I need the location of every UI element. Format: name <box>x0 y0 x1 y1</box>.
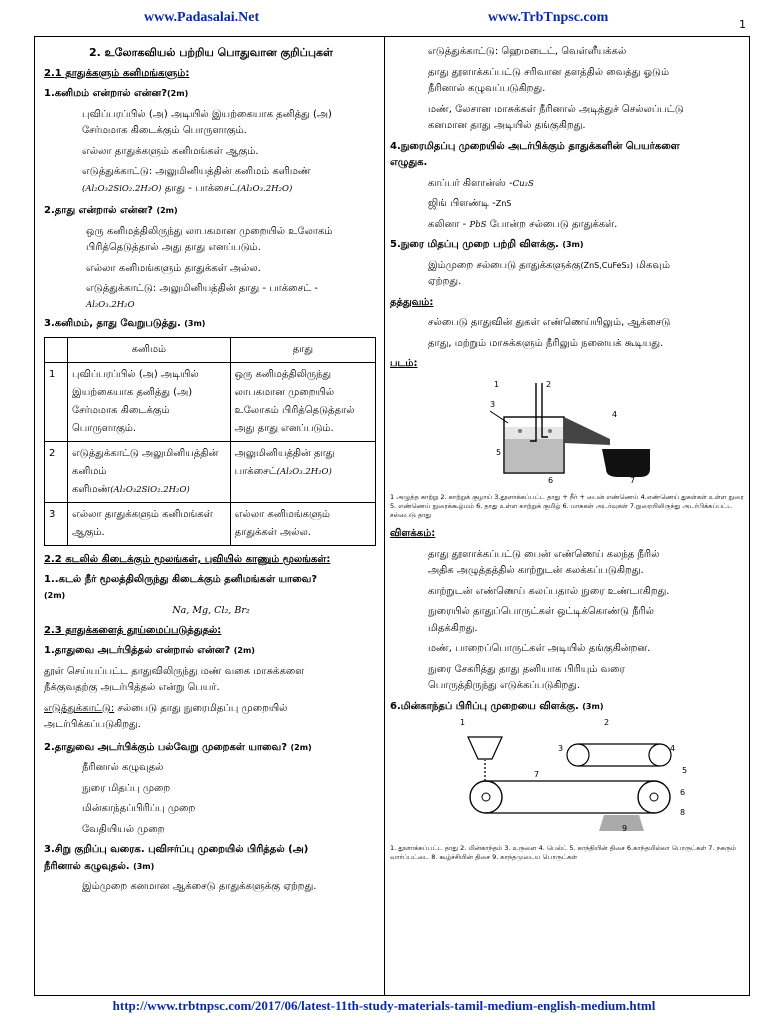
q2-line-3: எல்லா கனிமங்களும் தாதுக்கள் அல்ல. <box>86 262 261 274</box>
fig2-num: 3 <box>558 744 564 754</box>
table-header-mineral: கனிமம் <box>68 337 231 362</box>
table-row <box>45 362 376 441</box>
q9-line-1: இம்முறை சல்பைடு தாதுக்களுக்கு <box>428 259 581 271</box>
list-item: வேதியியல் முறை <box>82 823 165 835</box>
table-cell-mineral: எல்லா தாதுக்களும் கனிமங்கள் ஆகும். <box>68 502 231 545</box>
list-item: மின்காந்தப்பிரிப்பு முறை <box>82 803 196 815</box>
table-cell-ore-text: அலுமினியத்தின் தாது பாக்சைட் <box>234 447 335 477</box>
section-2-3-title: 2.3 தாதுக்களைத் தூய்மைப்படுத்துதல்: <box>44 624 222 636</box>
table-cell-mineral <box>68 441 231 502</box>
ex-line-8: பொருத்திருந்து எடுக்கப்படுகிறது. <box>428 680 581 692</box>
right-column <box>390 46 746 862</box>
r-line-5: கனமான தாது அடியில் தங்குகிறது. <box>428 120 586 131</box>
q9-heading: 5.நுரை மிதப்பு முறை பற்றி விளக்கு. <box>390 239 559 250</box>
q4-marks: (2m) <box>44 590 66 600</box>
principle-label: தத்துவம்: <box>390 296 434 308</box>
q2-line-1: ஒரு கனிமத்திலிருந்து லாபகமான முறையில் உலோகம் <box>86 225 333 237</box>
table-cell-mineral: புவிப்பரப்பில் (அ) அடியில் இயற்கையாக தனித்து (அ) சேர்மமாக கிடைக்கும் பொருளாகும். <box>68 362 231 441</box>
r-line-3: நீரினால் கழுவப்படுகிறது. <box>428 83 546 94</box>
table-cell-num: 3 <box>45 502 68 545</box>
q2-formula: Al₂O₃.2H₂O <box>86 299 135 310</box>
list-item: நீரினால் கழுவுதல் <box>82 762 164 774</box>
fig2-num: 2 <box>604 718 610 728</box>
fig1-num: 1 <box>494 379 500 389</box>
magnetic-separation-diagram <box>454 715 694 833</box>
q9-line-1-end: மிகவும் <box>636 259 670 271</box>
ex-line-6: மண், பாறைப்பொருட்கள் அடியில் தங்குகின்றன. <box>428 643 651 655</box>
q5-heading: 1.தாதுவை அடர்பித்தல் என்றால் என்ன? <box>44 645 231 657</box>
fig2-num: 9 <box>622 824 628 834</box>
q5-line-4: அடர்பிக்கப்படுகிறது. <box>44 719 141 731</box>
header-site-right[interactable]: www.TrbTnpsc.com <box>488 10 609 25</box>
table-cell-mineral-text: எடுத்துக்காட்டு அலுமினியத்தின் கனிமம் களிமண் <box>72 447 219 495</box>
ex-line-5: மிதக்கிறது. <box>428 622 478 634</box>
table-row <box>45 502 376 545</box>
table-header-ore: தாது <box>230 337 375 362</box>
q7-marks: (3m) <box>133 861 155 871</box>
q2-line-4: எடுத்துக்காட்டு: அலுமினியத்தின் தாது - பாக்சைட் - <box>86 283 318 295</box>
q1-formula-1: (Al₂O₃2SiO₂.2H₂O) <box>82 183 162 194</box>
q7-heading-line-2: நீரினால் கழுவுதல். <box>44 860 130 872</box>
q7-heading: 3.சிறு குறிப்பு வரைக. புவிஈர்ப்பு முறையில் பிரித்தல் (அ) <box>44 844 309 856</box>
list-item: ஜிங் பிளண்டி - <box>428 198 496 209</box>
q8-formula-3: PbS <box>469 219 487 230</box>
list-item: காப்பர் கிளான்ஸ் - <box>428 177 513 189</box>
fig2-num: 5 <box>682 766 688 776</box>
fig2-num: 6 <box>680 788 686 798</box>
fig1-num: 5 <box>496 447 502 457</box>
q5-line-1: தூள் செய்யப்பட்ட தாதுவிலிருந்து மண் வகை மாசுக்களை <box>44 665 305 677</box>
ex-line-7: நுரை சேகரித்து தாது தனியாக பிரியும் வரை <box>428 663 625 675</box>
froth-flotation-diagram <box>490 377 660 483</box>
q1-line-1: புவிப்பரப்பில் (அ) அடியில் இயற்கையாக தனித்து (அ) <box>82 108 332 120</box>
q2-marks: (2m) <box>156 206 178 216</box>
table-cell-num: 2 <box>45 441 68 502</box>
ex-line-3: காற்றுடன் எண்ணெய் கலப்பதால் நுரை உண்டாகிறது. <box>428 585 670 597</box>
section-2-2-title: 2.2 கடலில் கிடைக்கும் மூலங்கள், புவியில் காணும் மூலங்கள்: <box>44 553 331 565</box>
q8-heading: 4.நுரைமிதப்பு முறையில் அடர்பிக்கும் தாதுக்களின் பெயர்களை <box>390 140 680 152</box>
q1-line-4: எடுத்துக்காட்டு: அலுமினியத்தின் கனிமம் களிமண் <box>82 166 311 178</box>
ex-line-1: தாது தூளாக்கப்பட்டு பைன் எண்ணெய் கலந்த நீரில் <box>428 548 660 560</box>
q1-line-2: சேர்மமாக கிடைக்கும் பொருளாகும். <box>82 125 247 137</box>
table-cell-ore-formula: (Al₂O₃.2H₂O) <box>276 466 332 477</box>
fig2-num: 8 <box>680 808 686 818</box>
q6-heading: 2.தாதுவை அடர்பிக்கும் பல்வேறு முறைகள் யாவை? <box>44 741 288 753</box>
q3-marks: (3m) <box>184 319 206 329</box>
q1-formula-2: (Al₂O₃.2H₂O) <box>237 183 293 194</box>
column-divider <box>384 36 385 996</box>
section-2-1-title: 2.1 தாதுக்களும் கனிமங்களும்: <box>44 67 190 79</box>
table-row <box>45 441 376 502</box>
q3-heading: 3.கனிமம், தாது வேறுபடுத்து. <box>44 318 181 330</box>
q10-heading: 6.மின்காந்தப் பிரிப்பு முறையை விளக்கு. <box>390 700 579 712</box>
principle-line-2: தாது, மற்றும் மாசுக்களும் நீரிலும் நனையக் கூடியது. <box>428 337 664 349</box>
q5-marks: (2m) <box>233 646 255 656</box>
q1-marks: (2m) <box>167 89 189 99</box>
chapter-title: 2. உலோகவியல் பற்றிய பொதுவான குறிப்புகள் <box>89 46 333 59</box>
q6-marks: (2m) <box>290 742 312 752</box>
q5-line-2: நீக்குவதற்கு அடர்பித்தல் என்று பெயர். <box>44 682 220 694</box>
q1-line-3: எல்லா தாதுக்களும் கனிமங்கள் ஆகும். <box>82 145 259 157</box>
fig2-num: 1 <box>460 718 466 728</box>
q8-heading-line-2: எழுதுக. <box>390 157 428 168</box>
q8-formula-2: ZnS <box>495 199 512 208</box>
q10-marks: (3m) <box>582 701 604 711</box>
q5-example-label: எடுத்துக்காட்டு: <box>44 702 115 714</box>
fig1-num: 7 <box>630 475 636 483</box>
q1-line-5: தாது - பாக்சைட் <box>164 182 238 194</box>
q9-line-2: ஏற்றது. <box>428 276 462 287</box>
list-item: கலினா - <box>428 218 467 230</box>
q1-heading: 1.கனிமம் என்றால் என்ன? <box>44 88 168 100</box>
table-header-blank <box>45 337 68 362</box>
r-line-4: மண், லேசான மாசுக்கள் நீரினால் அடித்துச் செல்லப்பட்டு <box>428 103 684 115</box>
q2-heading: 2.தாது என்றால் என்ன? <box>44 205 153 217</box>
r-line-2: தாது தூளாக்கப்பட்டு சரிவான தளத்தில் வைத்து ஓடும் <box>428 66 670 78</box>
froth-flotation-figure <box>390 377 746 488</box>
fig1-num: 2 <box>546 379 552 389</box>
table-header-row <box>45 337 376 362</box>
fig1-num: 6 <box>548 475 554 483</box>
principle-line-1: சல்பைடு தாதுவின் துகள் எண்ணெய்யிலும், ஆக்சைடு <box>428 317 671 328</box>
q5-line-3: சல்பைடு தாது நுரைமிதப்பு முறையில் <box>117 702 288 714</box>
list-item: நுரை மிதப்பு முறை <box>82 782 171 794</box>
comparison-table <box>44 337 376 546</box>
footer-link[interactable]: http://www.trbtnpsc.com/2017/06/latest-11th-study-materials-tamil-medium-english-medium.html <box>112 998 656 1013</box>
magnetic-separation-figure <box>390 715 746 838</box>
r-line-1: எடுத்துக்காட்டு: ஹெமடைட், வெள்ளீயக்கல் <box>428 46 627 57</box>
fig2-num: 7 <box>534 770 540 780</box>
table-cell-ore <box>230 441 375 502</box>
q4-heading: 1..கடல் நீர் மூலத்திலிருந்து கிடைக்கும் தனிமங்கள் யாவை? <box>44 574 318 586</box>
table-cell-mineral-formula: (Al₂O₃2SiO₂.2H₂O) <box>110 484 190 495</box>
q8-formula-1: Cu₂S <box>512 178 534 189</box>
q4-formula: Na, Mg, Cl₂, Br₂ <box>172 604 250 616</box>
table-cell-ore: எல்லா கனிமங்களும் தாதுக்கள் அல்ல. <box>230 502 375 545</box>
explanation-label: விளக்கம்: <box>390 528 436 540</box>
fig2-caption: 1. தூளாக்கப்பட்ட தாது 2. மின்காந்தம் 3. உருளை 4. பெல்ட் 5. காந்தியின் திசை 6.காந்தமில்லா பொருட்கள் 7. நகரும் வார்ப்பட்டை 8. கூழ்ச்சியின் திசை 9. காந்தமுடைய பொருட்கள் <box>390 843 737 861</box>
q8-item-3-end: போன்ற சல்பைடு தாதுக்கள். <box>489 218 618 230</box>
q9-marks: (3m) <box>562 240 584 249</box>
header-site-left[interactable]: www.Padasalai.Net <box>144 10 260 25</box>
ex-line-2: அதிக அழுத்தத்தில் காற்றுடன் கலக்கப்படுகிறது. <box>428 565 644 577</box>
fig1-num: 4 <box>612 409 618 419</box>
ex-line-4: நுரையில் தாதுப்பொருட்கள் ஒட்டிக்கொண்டு நீரில் <box>428 606 654 618</box>
q2-line-2: பிரித்தெடுத்தால் அது தாது எனப்படும். <box>86 242 261 254</box>
fig2-num: 4 <box>670 744 676 754</box>
fig1-caption: 1 அழுத்த காற்று 2. காற்றுக் குழாய் 3.தூளாக்கப்பட்ட தாது + நீர் + பைன் எண்ணெய் 4.எண்ணெய் துகள்கள் உள்ள நுரை 5. எண்ணெய் நுரைக்கூழ்மம் 6. தாது உள்ள காற்றுக் குமிழ் 6. மாசுகள் அடர்வுகள் 7.நுரையிலிருந்து அடர்பிக்கப்பட்ட சல்பைடு தாது <box>390 493 744 520</box>
table-cell-ore: ஒரு கனிமத்திலிருந்து லாபகமான முறையில் உலோகம் பிரித்தெடுத்தால் அது தாது எனப்படும். <box>230 362 375 441</box>
page-number: 1 <box>739 18 746 31</box>
q7-line-3: இம்முறை கனமான ஆக்சைடு தாதுக்களுக்கு ஏற்றது. <box>82 881 317 893</box>
diagram-label: படம்: <box>390 358 418 369</box>
q9-formula: (ZnS,CuFeS₂) <box>580 260 633 270</box>
table-cell-num: 1 <box>45 362 68 441</box>
left-column <box>44 46 378 894</box>
fig1-num: 3 <box>490 399 496 409</box>
